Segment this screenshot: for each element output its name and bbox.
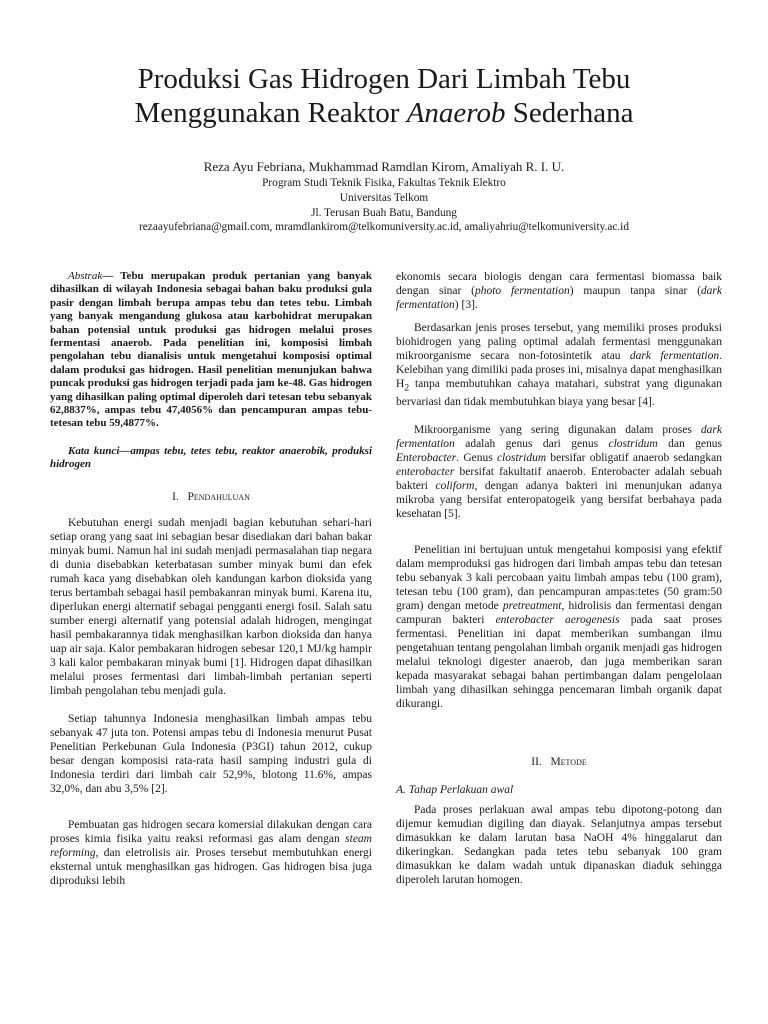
left-column — [50, 270, 372, 888]
paragraph-text: ) [3]. — [454, 299, 478, 311]
paragraph-text: tanpa membutuhkan cahaya matahari, substrat yang digunakan bervariasi dan tidak membutuhkan biaya yang besar [4]. — [396, 378, 722, 409]
paragraph-text: ekonomis secara biologis dengan cara fermentasi biomassa baik dengan sinar ( — [396, 271, 722, 297]
affiliation-block — [40, 176, 728, 235]
italic-term: dark fermentation — [629, 350, 720, 362]
paragraph-text: Berdasarkan jenis proses tersebut, yang memiliki proses produksi biohidrogen yang paling optimal adalah fermentasi menggunakan mikroorganisme secara non-fotosintetik atau — [396, 322, 722, 362]
title-text: Menggunakan Reaktor — [134, 97, 407, 129]
section-title: Pendahuluan — [187, 490, 250, 503]
paragraph-text: , dan eletrolisis air. Proses tersebut membutuhkan energi eksternal untuk menghasilkan gas hidrogen. Gas hidrogen bisa juga diproduksi lebih — [50, 846, 372, 887]
title-text: Sederhana — [505, 97, 634, 129]
affiliation-program: Program Studi Teknik Fisika, Fakultas Teknik Elektro — [262, 177, 506, 189]
paragraph-text: ) maupun tanpa sinar ( — [569, 285, 701, 297]
paragraph-text: Pembuatan gas hidrogen secara komersial dilakukan dengan cara proses kimia fisika yaitu reaksi reformasi gas alam dengan — [50, 818, 372, 845]
italic-term: photo fermentation — [474, 285, 570, 297]
keywords-text: Kata kunci—ampas tebu, tetes tebu, reaktor anaerobik, produksi hidrogen — [50, 444, 372, 471]
paragraph-text: . Kelebihan yang dimiliki pada proses ini, misalnya dapat menghasilkan H — [396, 350, 722, 390]
italic-term: enterobacter aerogenesis — [495, 614, 620, 627]
paragraph-text: Mikroorganisme yang sering digunakan dalam proses — [414, 424, 701, 437]
paragraph-text: dengan adanya bakteri ini menunjukan adanya mikroba yang bersifat enteropatogeik yang bersifat berbahaya pada kesehatan [5]. — [396, 480, 722, 521]
section-title: Metode — [550, 756, 587, 769]
right-paragraph-1 — [396, 270, 722, 312]
keywords — [50, 445, 372, 472]
section-heading-intro — [50, 490, 372, 504]
italic-term: enterobacter — [396, 466, 455, 479]
section-number: I. — [172, 490, 179, 503]
paragraph-text: Penelitian ini bertujuan untuk mengetahui komposisi yang efektif dalam memproduksi gas hidrogen dari limbah ampas tebu dan tetesan tebu sebanyak 3 kali percobaan yaitu limbah ampas tebu (100 gram), tetesan tebu (100 gram), dan pencampuran ampas:tetes (50 gram:50 gram) dengan metode — [396, 544, 722, 613]
italic-term: dark fermentation — [396, 424, 722, 451]
italic-term: coliform, — [435, 480, 478, 493]
intro-paragraph-1: Kebutuhan energi sudah menjadi bagian kebutuhan sehari-hari setiap orang yang saat ini sebagian besar disediakan dari bahan bakar minyak bumi. Namun hal ini sudah menjadi permasalahan tiap negara di dunia disebabkan keterbatasan sumber minyak bumi dan efek rumah kaca yang disebabkan oleh kandungan karbon dioksida yang terus bertambah sebagai hasil pembakanran minyak bumi. Karena itu, diperlukan energi alternatif sebagai pengganti energi fosil. Salah satu sumber energi alternatif yang potensial adalah hidrogen, mengingat hasil pembakarannya tidak menghasilkan karbon dioksida dan hanya uap air saja. Kalor pembakaran hidrogen sebesar 120,1 MJ/kg hampir 3 kali kalor pembakaran minyak bumi [1]. Hidrogen dapat dihasilkan melalui proses fermentasi dari limbah-limbah pertanian seperti limbah pengolahan tebu menjadi gula. — [50, 516, 372, 697]
abstract — [50, 270, 372, 472]
right-column — [396, 270, 722, 887]
title-italic-text: Anaerob — [406, 97, 506, 129]
paragraph-text: adalah genus dari genus — [454, 438, 609, 451]
abstract-text: — Tebu merupakan produk pertanian yang banyak dihasilkan di wilayah Indonesia sebagai bahan baku produksi gula pasir dengan limbah berupa ampas tebu dan tetes tebu. Limbah yang banyak mengandung glukosa atau karbohidrat merupakan bahan potensial untuk produksi gas hidrogen melalui proses fermentasi anaerob. Pada penelitian ini, komposisi limbah pengolahan tebu dianalisis untuk mengetahui komposisi optimal dalam produksi gas hidrogen. Hasil penelitian menunjukan bahwa puncak produksi gas hidrogen terjadi pada jam ke-48. Gas hidrogen yang dihasilkan paling optimal diperoleh dari tetesan tebu sebanyak 62,8837%, ampas tebu 47,4056% dan pencampuran ampas tebu-tetesan tebu 59,4877%. — [50, 270, 372, 430]
title-line-1: Produksi Gas Hidrogen Dari Limbah Tebu — [137, 63, 631, 95]
paragraph-text: bersifar obligatif anaerob sedangkan — [546, 452, 723, 465]
right-paragraph-4 — [396, 543, 722, 711]
abstract-label: Abstrak — [68, 270, 103, 282]
intro-paragraph-2: Setiap tahunnya Indonesia menghasilkan limbah ampas tebu sebanyak 47 juta ton. Potensi ampas tebu di Indonesia menurut Pusat Penelitian Perkebunan Gula Indonesia (P3GI) tahun 2012, cukup besar dengan komposisi rata-rata hasil samping industri gula di Indonesia terdiri dari limbah cair 52,9%, blotong 11.6%, ampas 32,0%, dan abu 3,5% [2]. — [50, 712, 372, 795]
paragraph-text: pada saat proses fermentasi. Penelitian ini dapat memberikan sumbangan ilmu pengetahuan tentang pengolahan limbah organik menjadi gas hidrogen melalui teknologi digester anaerob, dan juga memberikan saran kepada masyarakat sebagai bahan pertimbangan dalam pengelolaan limbah yang dihasilkan sehingga pencemaran limbah organik dapat dikurangi. — [396, 614, 723, 711]
italic-term: dark fermentation — [396, 285, 722, 311]
right-paragraph-2 — [396, 321, 722, 409]
affiliation-university: Universitas Telkom — [339, 191, 429, 204]
author-emails: rezaayufebriana@gmail.com, mramdlankirom@telkomuniversity.ac.id, amaliyahriu@telkomuniversity.ac.id — [139, 221, 629, 234]
italic-term: Enterobacter — [396, 452, 457, 465]
paragraph-text: . Genus — [456, 452, 497, 465]
intro-paragraph-3 — [50, 818, 372, 888]
section-heading-method — [396, 755, 722, 769]
section-number: II. — [531, 756, 542, 769]
paragraph-text: dan genus — [657, 438, 723, 451]
subscript: 2 — [404, 382, 410, 394]
subsection-heading-a: A. Tahap Perlakuan awal — [396, 784, 514, 797]
paragraph-text: , hidrolisis dan fermentasi dengan campuran bakteri — [396, 600, 723, 627]
abstract-paragraph — [50, 270, 372, 431]
method-paragraph-1: Pada proses perlakuan awal ampas tebu dipotong-potong dan dijemur kemudian digiling dan diayak. Selanjutnya ampas tersebut dimasukkan ke dalam larutan basa NaOH 4% hinggalarut dan dikeringkan. Sedangkan pada tetes tebu sebanyak 100 gram dimasukkan ke dalam wadah untuk dipanaskan diaduk sehingga diperoleh larutan homogen. — [396, 804, 722, 887]
author-list: Reza Ayu Febriana, Mukhammad Ramdlan Kirom, Amaliyah R. I. U. — [203, 159, 565, 174]
italic-term: pretreatment — [502, 600, 562, 613]
italic-term: clostridum — [608, 438, 658, 451]
paper-title — [60, 62, 708, 130]
right-paragraph-3 — [396, 423, 722, 521]
affiliation-address: Jl. Terusan Buah Batu, Bandung — [311, 206, 457, 219]
title-line-2 — [60, 96, 708, 130]
paragraph-text: bersifat fakultatif anaerob. Enterobacter adalah sebuah bakteri — [396, 466, 722, 493]
italic-term: steam reforming — [50, 832, 372, 859]
italic-term: clostridum — [496, 452, 547, 465]
